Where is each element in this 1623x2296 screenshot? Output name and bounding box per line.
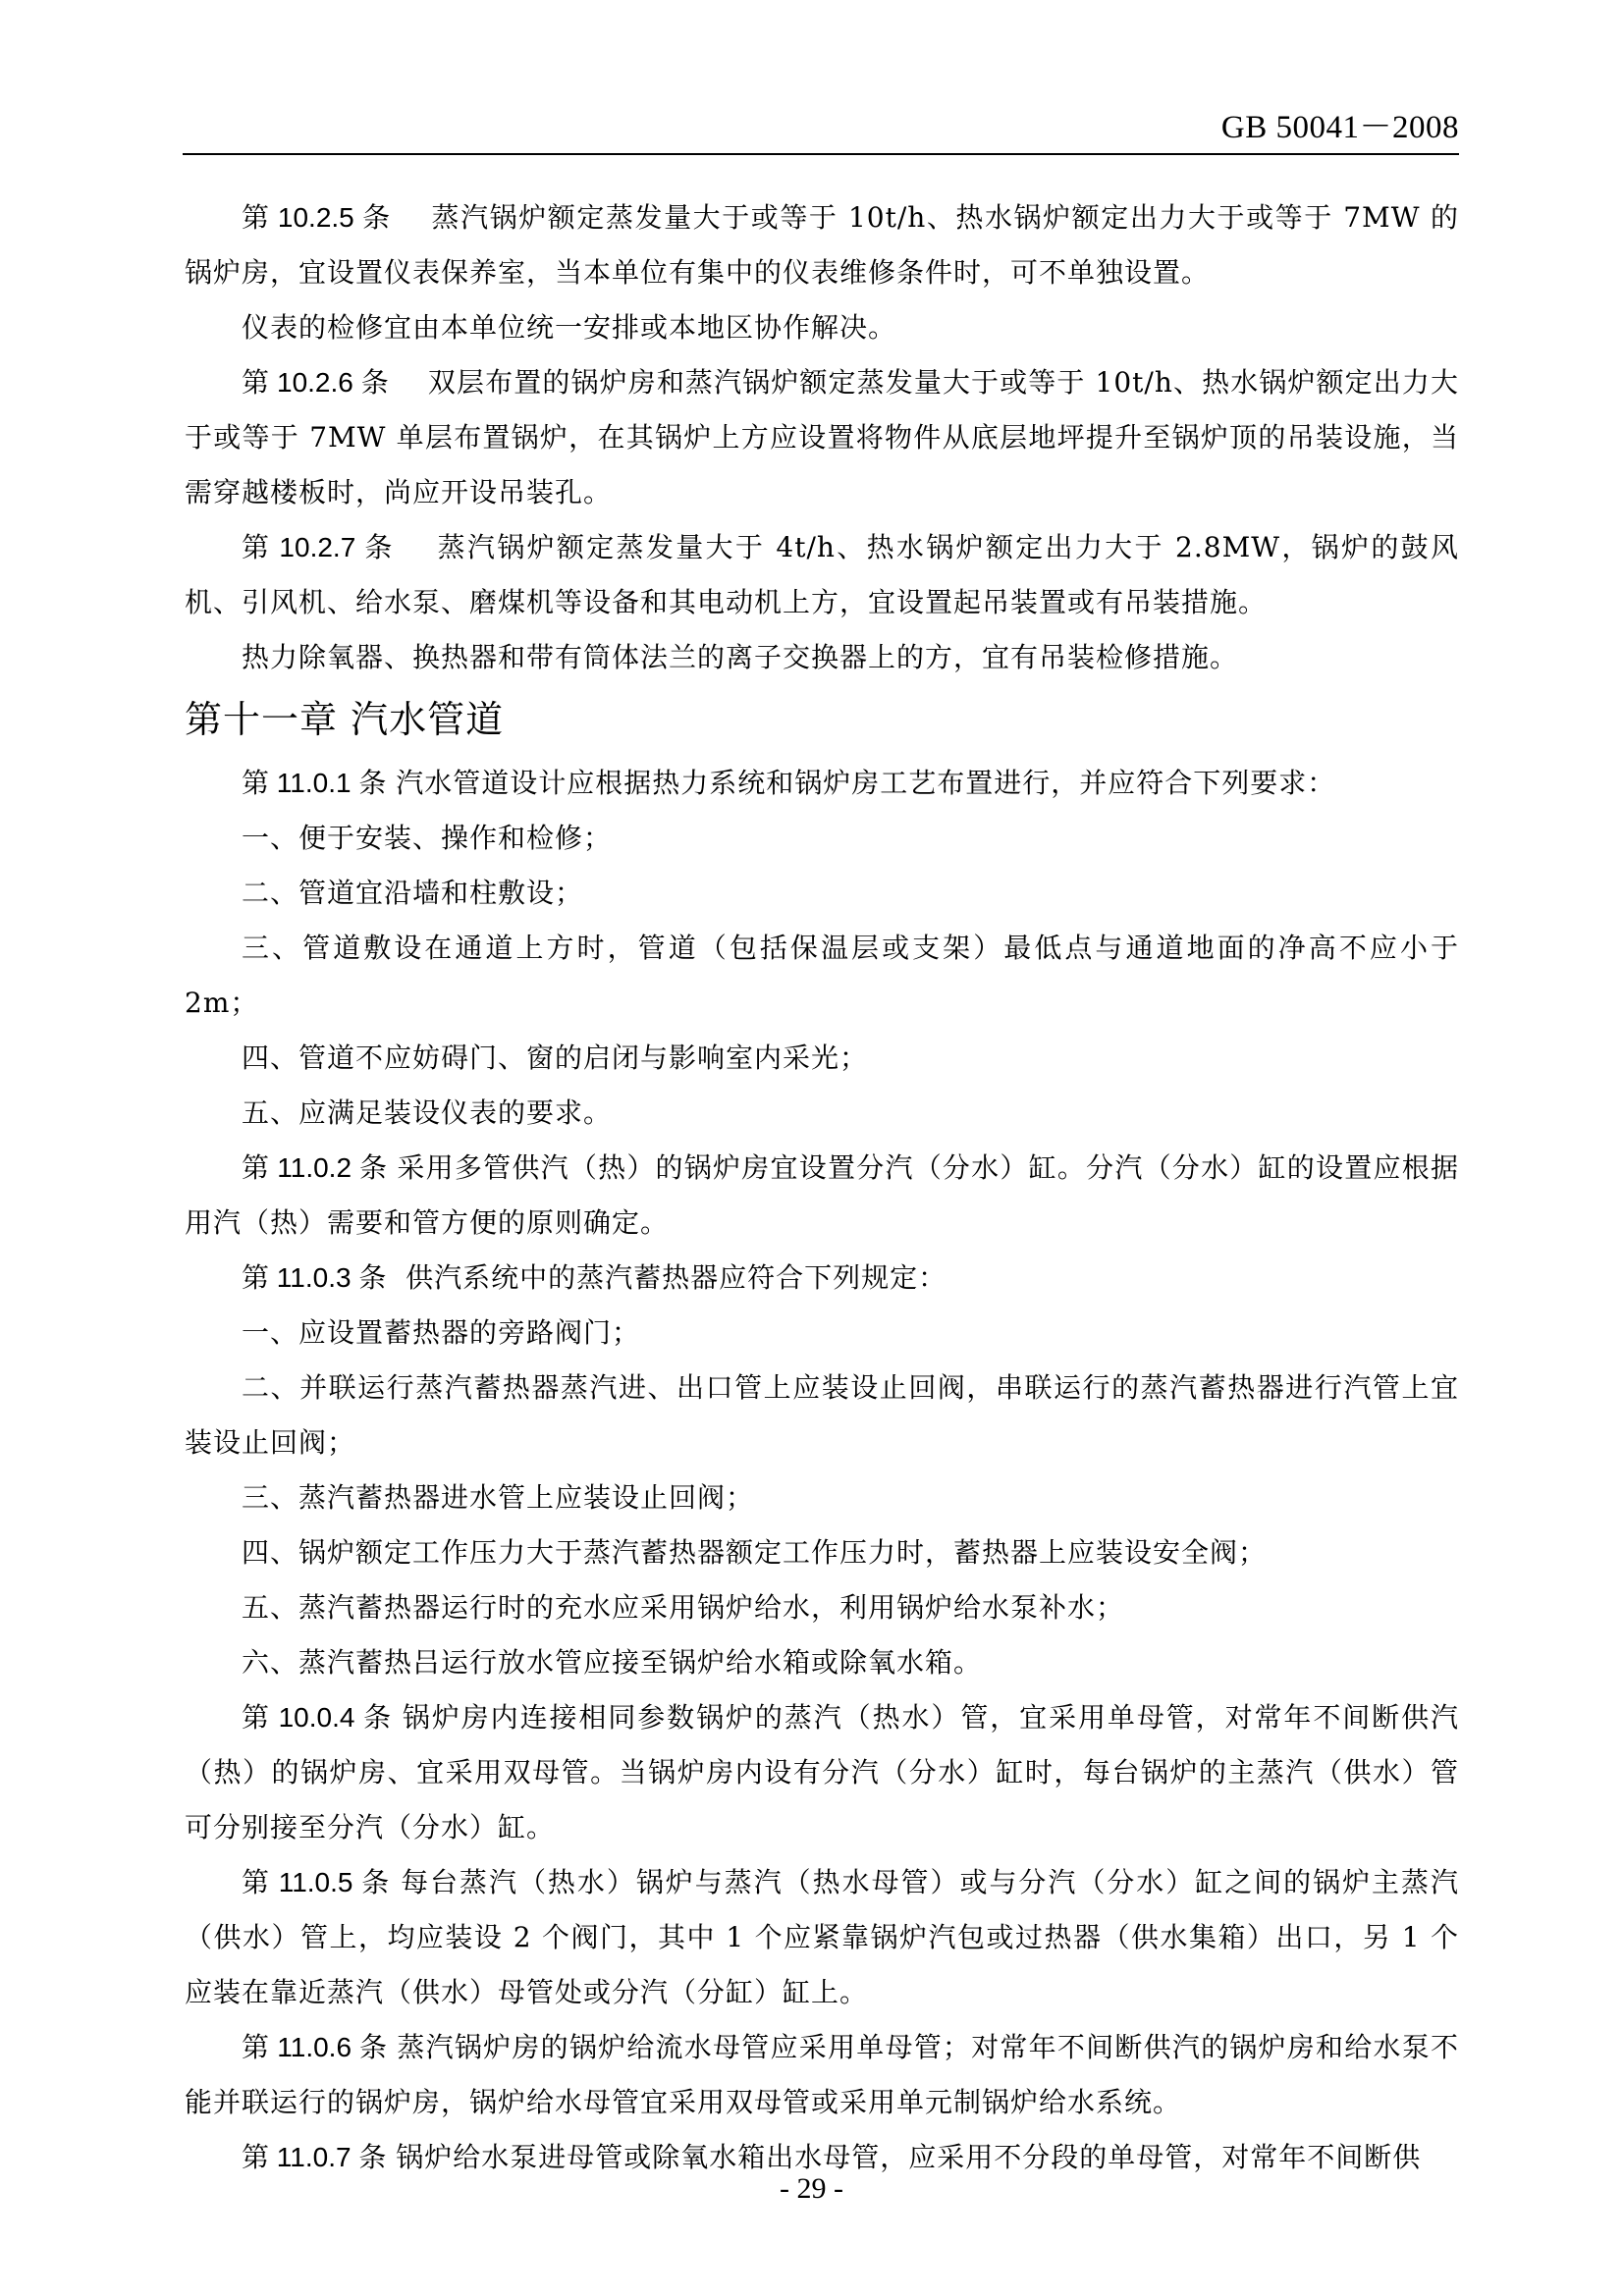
- clause-11-0-2: [185, 1141, 1459, 1251]
- clause-text: 每台蒸汽（热水）锅炉与蒸汽（热水母管）或与分汽（分水）缸之间的锅炉主蒸汽（供水）管上，均应装设 2 个阀门，其中 1 个应紧靠锅炉汽包或过热器（供水集箱）出口，另 1 个应装在靠近蒸汽（供水）母管处或分汽（分缸）缸上。: [185, 1866, 1459, 2008]
- clause-text: 锅炉房内连接相同参数锅炉的蒸汽（热水）管，宜采用单母管，对常年不间断供汽（热）的锅炉房、宜采用双母管。当锅炉房内设有分汽（分水）缸时，每台锅炉的主蒸汽（供水）管可分别接至分汽（分水）缸。: [185, 1701, 1459, 1843]
- list-item: 四、锅炉额定工作压力大于蒸汽蓄热器额定工作压力时，蓄热器上应装设安全阀；: [242, 1536, 1268, 1569]
- clause-11-0-3: [185, 1251, 1459, 1306]
- clause-number: 第 11.0.3 条: [242, 1262, 387, 1293]
- clause-number: 第 11.0.5 条: [242, 1867, 391, 1897]
- clause-10-2-6: [185, 355, 1459, 520]
- clause-text: 仪表的检修宜由本单位统一安排或本地区协作解决。: [242, 311, 897, 344]
- clause-number: 第 10.2.7 条: [242, 532, 394, 562]
- clause-number: 第 11.0.2 条: [242, 1152, 388, 1183]
- page-content: [185, 190, 1459, 2185]
- list-item: 一、便于安装、操作和检修；: [242, 822, 613, 854]
- clause-10-0-4: [185, 1690, 1459, 1855]
- list-item: 六、蒸汽蓄热吕运行放水管应接至锅炉给水箱或除氧水箱。: [242, 1646, 983, 1679]
- clause-text: 蒸汽锅炉房的锅炉给流水母管应采用单母管；对常年不间断供汽的锅炉房和给水泵不能并联运行的锅炉房，锅炉给水母管宜采用双母管或采用单元制锅炉给水系统。: [185, 2031, 1459, 2118]
- clause-10-2-5-note: [185, 300, 1459, 355]
- clause-text: 汽水管道设计应根据热力系统和锅炉房工艺布置进行，并应符合下列要求：: [396, 767, 1336, 799]
- clause-text: 热力除氧器、换热器和带有筒体法兰的离子交换器上的方，宜有吊装检修措施。: [242, 641, 1239, 673]
- clause-11-0-6: [185, 2020, 1459, 2130]
- clause-number: 第 10.2.5 条: [242, 202, 391, 233]
- clause-10-2-5: [185, 190, 1459, 300]
- clause-11-0-1: [185, 756, 1459, 811]
- list-item: 五、蒸汽蓄热器运行时的充水应采用锅炉给水，利用锅炉给水泵补水；: [242, 1591, 1125, 1624]
- list-item: 三、蒸汽蓄热器进水管上应装设止回阀；: [242, 1481, 755, 1514]
- clause-text: 锅炉给水泵进母管或除氧水箱出水母管，应采用不分段的单母管，对常年不间断供: [396, 2141, 1422, 2173]
- list-item: 一、应设置蓄热器的旁路阀门；: [242, 1316, 641, 1349]
- clause-10-2-7: [185, 520, 1459, 630]
- list-item: 四、管道不应妨碍门、窗的启闭与影响室内采光；: [242, 1041, 869, 1074]
- clause-number: 第 11.0.1 条: [242, 768, 387, 798]
- list-item: 三、管道敷设在通道上方时，管道（包括保温层或支架）最低点与通道地面的净高不应小于 2m；: [185, 932, 1459, 1019]
- clause-text: 采用多管供汽（热）的锅炉房宜设置分汽（分水）缸。分汽（分水）缸的设置应根据用汽（热）需要和管方便的原则确定。: [185, 1151, 1459, 1239]
- list-item: 五、应满足装设仪表的要求。: [242, 1096, 613, 1129]
- page-number: - 29 -: [780, 2172, 843, 2205]
- page-header: [183, 106, 1459, 155]
- standard-code: GB 50041－2008: [1220, 110, 1459, 145]
- list-item: 二、管道宜沿墙和柱敷设；: [242, 877, 584, 909]
- clause-number: 第 11.0.6 条: [242, 2032, 388, 2062]
- list-item: 二、并联运行蒸汽蓄热器蒸汽进、出口管上应装设止回阀，串联运行的蒸汽蓄热器进行汽管上宜装设止回阀；: [185, 1371, 1459, 1459]
- clause-number: 第 10.0.4 条: [242, 1702, 393, 1733]
- clause-11-0-5: [185, 1855, 1459, 2020]
- clause-10-2-7-note: [185, 630, 1459, 685]
- clause-text: 双层布置的锅炉房和蒸汽锅炉额定蒸发量大于或等于 10t/h、热水锅炉额定出力大于或等于 7MW 单层布置锅炉，在其锅炉上方应设置将物件从底层地坪提升至锅炉顶的吊装设施，当需穿越楼板时，尚应开设吊装孔。: [185, 366, 1459, 508]
- clause-number: 第 10.2.6 条: [242, 367, 389, 398]
- clause-text: 供汽系统中的蒸汽蓄热器应符合下列规定：: [406, 1261, 947, 1294]
- clause-text: 蒸汽锅炉额定蒸发量大于 4t/h、热水锅炉额定出力大于 2.8MW，锅炉的鼓风机、引风机、给水泵、磨煤机等设备和其电动机上方，宜设置起吊装置或有吊装措施。: [185, 531, 1459, 618]
- clause-number: 第 11.0.7 条: [242, 2142, 387, 2172]
- chapter-title: 第十一章 汽水管道: [185, 698, 505, 741]
- clause-text: 蒸汽锅炉额定蒸发量大于或等于 10t/h、热水锅炉额定出力大于或等于 7MW 的锅炉房，宜设置仪表保养室，当本单位有集中的仪表维修条件时，可不单独设置。: [185, 201, 1459, 289]
